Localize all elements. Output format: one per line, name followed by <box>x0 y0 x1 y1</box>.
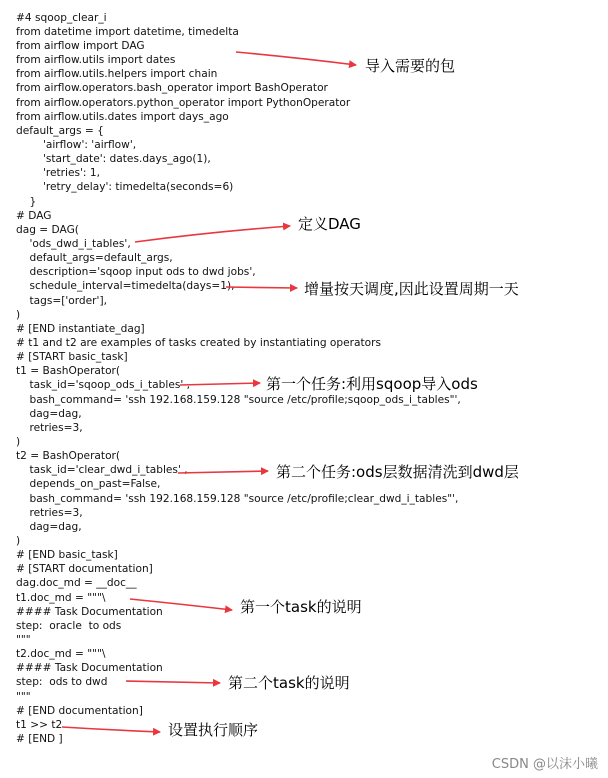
code-line: from airflow.utils.helpers import chain <box>16 68 218 80</box>
annotation-task2: 第二个任务:ods层数据清洗到dwd层 <box>276 463 519 481</box>
code-line: ) <box>16 309 21 321</box>
code-line: # DAG <box>16 210 52 222</box>
arrow-task2-doc <box>126 681 220 683</box>
code-line: task_id='clear_dwd_i_tables' , <box>16 464 188 476</box>
code-line: 'retries': 1, <box>16 167 100 179</box>
code-line: from airflow.operators.bash_operator import BashOperator <box>16 82 328 94</box>
arrow-import-packages <box>236 52 356 65</box>
code-line: #4 sqoop_clear_i <box>16 12 107 24</box>
code-line: step: ods to dwd <box>16 676 108 688</box>
annotation-schedule: 增量按天调度,因此设置周期一天 <box>304 280 519 298</box>
code-line: default_args=default_args, <box>16 252 173 264</box>
code-line: t1.doc_md = """\ <box>16 592 106 604</box>
annotation-task2-doc: 第二个task的说明 <box>228 674 350 692</box>
code-line: from airflow.utils.dates import days_ago <box>16 111 229 123</box>
code-line: t1 >> t2 <box>16 719 63 731</box>
annotation-import-packages: 导入需要的包 <box>365 57 456 75</box>
code-line: t2 = BashOperator( <box>16 450 121 462</box>
code-line: # [END instantiate_dag] <box>16 323 145 335</box>
code-line: """ <box>16 634 31 646</box>
code-line: from airflow.operators.python_operator import PythonOperator <box>16 97 351 109</box>
code-line: dag = DAG( <box>16 224 79 236</box>
code-line: retries=3, <box>16 507 83 519</box>
annotation-task1-doc: 第一个task的说明 <box>240 598 362 616</box>
code-line: default_args = { <box>16 125 104 137</box>
code-line: ) <box>16 535 21 547</box>
code-line: # [END basic_task] <box>16 549 118 561</box>
code-line: 'start_date': dates.days_ago(1), <box>16 153 211 165</box>
code-line: 'airflow': 'airflow', <box>16 139 137 151</box>
code-line: #### Task Documentation <box>16 606 163 618</box>
code-line: dag.doc_md = __doc__ <box>16 577 137 589</box>
arrow-schedule <box>226 287 297 288</box>
annotation-exec-order: 设置执行顺序 <box>168 721 259 739</box>
code-line: from datetime import datetime, timedelta <box>16 26 239 38</box>
code-line: # [START basic_task] <box>16 351 128 363</box>
code-line: # t1 and t2 are examples of tasks created by instantiating operators <box>16 337 382 349</box>
arrow-task1-doc <box>130 599 232 610</box>
code-line: from airflow import DAG <box>16 40 145 52</box>
code-line: 'ods_dwd_i_tables', <box>16 238 131 250</box>
code-line: # [START documentation] <box>16 563 153 575</box>
code-line: #### Task Documentation <box>16 662 163 674</box>
code-line: depends_on_past=False, <box>16 478 161 490</box>
code-line: task_id='sqoop_ods_i_tables' , <box>16 379 191 391</box>
code-line: t1 = BashOperator( <box>16 365 121 377</box>
code-line: """ <box>16 691 31 703</box>
code-line: retries=3, <box>16 422 83 434</box>
code-line: # [END documentation] <box>16 705 143 717</box>
code-line: description='sqoop input ods to dwd jobs', <box>16 266 256 278</box>
code-line: 'retry_delay': timedelta(seconds=6) <box>16 181 234 193</box>
code-line: dag=dag, <box>16 408 82 420</box>
code-line: bash_command= 'ssh 192.168.159.128 "source /etc/profile;sqoop_ods_i_tables"', <box>16 394 461 406</box>
code-line: t2.doc_md = """\ <box>16 648 106 660</box>
code-line: schedule_interval=timedelta(days=1), <box>16 280 235 292</box>
code-line: } <box>16 196 37 208</box>
arrow-task2 <box>178 471 268 473</box>
code-line: step: oracle to ods <box>16 620 122 632</box>
arrow-task1 <box>180 383 260 385</box>
watermark: CSDN @以沫小曦 <box>491 757 598 772</box>
annotation-task1: 第一个任务:利用sqoop导入ods <box>266 375 478 393</box>
code-line: tags=['order'], <box>16 295 107 307</box>
annotation-define-dag: 定义DAG <box>298 215 361 233</box>
code-line: dag=dag, <box>16 521 82 533</box>
code-line: bash_command= 'ssh 192.168.159.128 "source /etc/profile;clear_dwd_i_tables"', <box>16 493 459 505</box>
code-line: # [END ] <box>16 733 63 745</box>
code-line: from airflow.utils import dates <box>16 54 176 66</box>
code-line: ) <box>16 436 21 448</box>
arrow-define-dag <box>135 226 290 242</box>
arrow-exec-order <box>62 727 160 732</box>
